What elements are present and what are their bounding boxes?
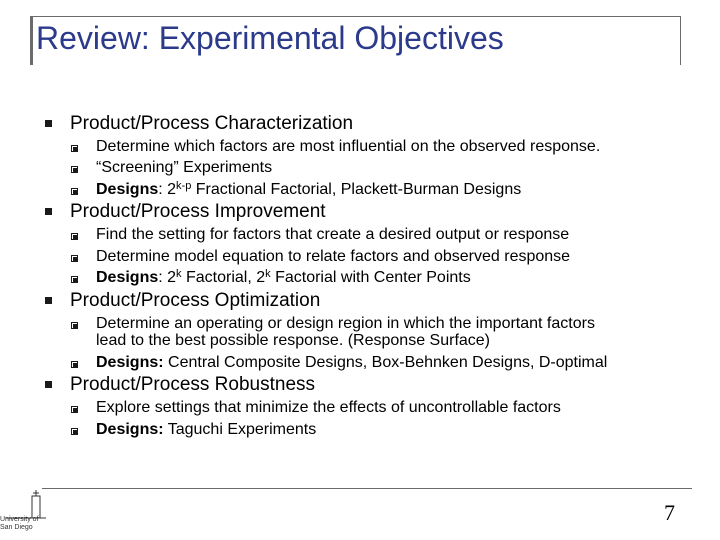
bullet-icon xyxy=(71,233,78,240)
slide-title: Review: Experimental Objectives xyxy=(36,20,504,56)
section-heading: Product/Process Improvement xyxy=(70,201,326,222)
list-item: Determine an operating or design region in which the important factors lead to the best possible response. (Response Surface) xyxy=(96,315,595,349)
bullet-icon xyxy=(71,428,78,435)
list-item: Determine which factors are most influential on the observed response. xyxy=(96,138,601,155)
list-item: Designs: Taguchi Experiments xyxy=(96,421,317,438)
bullet-icon xyxy=(45,208,52,215)
bullet-icon xyxy=(71,166,78,173)
section-heading: Product/Process Characterization xyxy=(70,113,354,134)
bullet-icon xyxy=(71,255,78,262)
bullet-icon xyxy=(71,361,78,368)
bullet-icon xyxy=(45,297,52,304)
footer-divider xyxy=(42,488,692,489)
bullet-icon xyxy=(45,381,52,388)
list-item: Determine model equation to relate factors and observed response xyxy=(96,248,571,265)
list-item: “Screening” Experiments xyxy=(96,159,273,176)
university-logo-text: University of San Diego xyxy=(0,516,39,531)
bullet-icon xyxy=(45,120,52,127)
list-item: Designs: 2$^k$ Factorial, 2$^k$ Factorial with Center Points xyxy=(96,268,471,286)
bullet-icon xyxy=(71,188,78,195)
bullet-icon xyxy=(71,145,78,152)
list-item: Find the setting for factors that create a desired output or response xyxy=(96,226,570,243)
list-item: Designs: 2$^{k-p}$ Fractional Factorial, Plackett-Burman Designs xyxy=(96,180,522,198)
bullet-icon xyxy=(71,276,78,283)
list-item: Explore settings that minimize the effects of uncontrollable factors xyxy=(96,399,561,416)
page-number: 7 xyxy=(664,500,675,525)
section-heading: Product/Process Optimization xyxy=(70,290,321,311)
bullet-icon xyxy=(71,322,78,329)
list-item: Designs: Central Composite Designs, Box-Behnken Designs, D-optimal xyxy=(96,354,608,371)
bullet-icon xyxy=(71,406,78,413)
section-heading: Product/Process Robustness xyxy=(70,374,316,395)
